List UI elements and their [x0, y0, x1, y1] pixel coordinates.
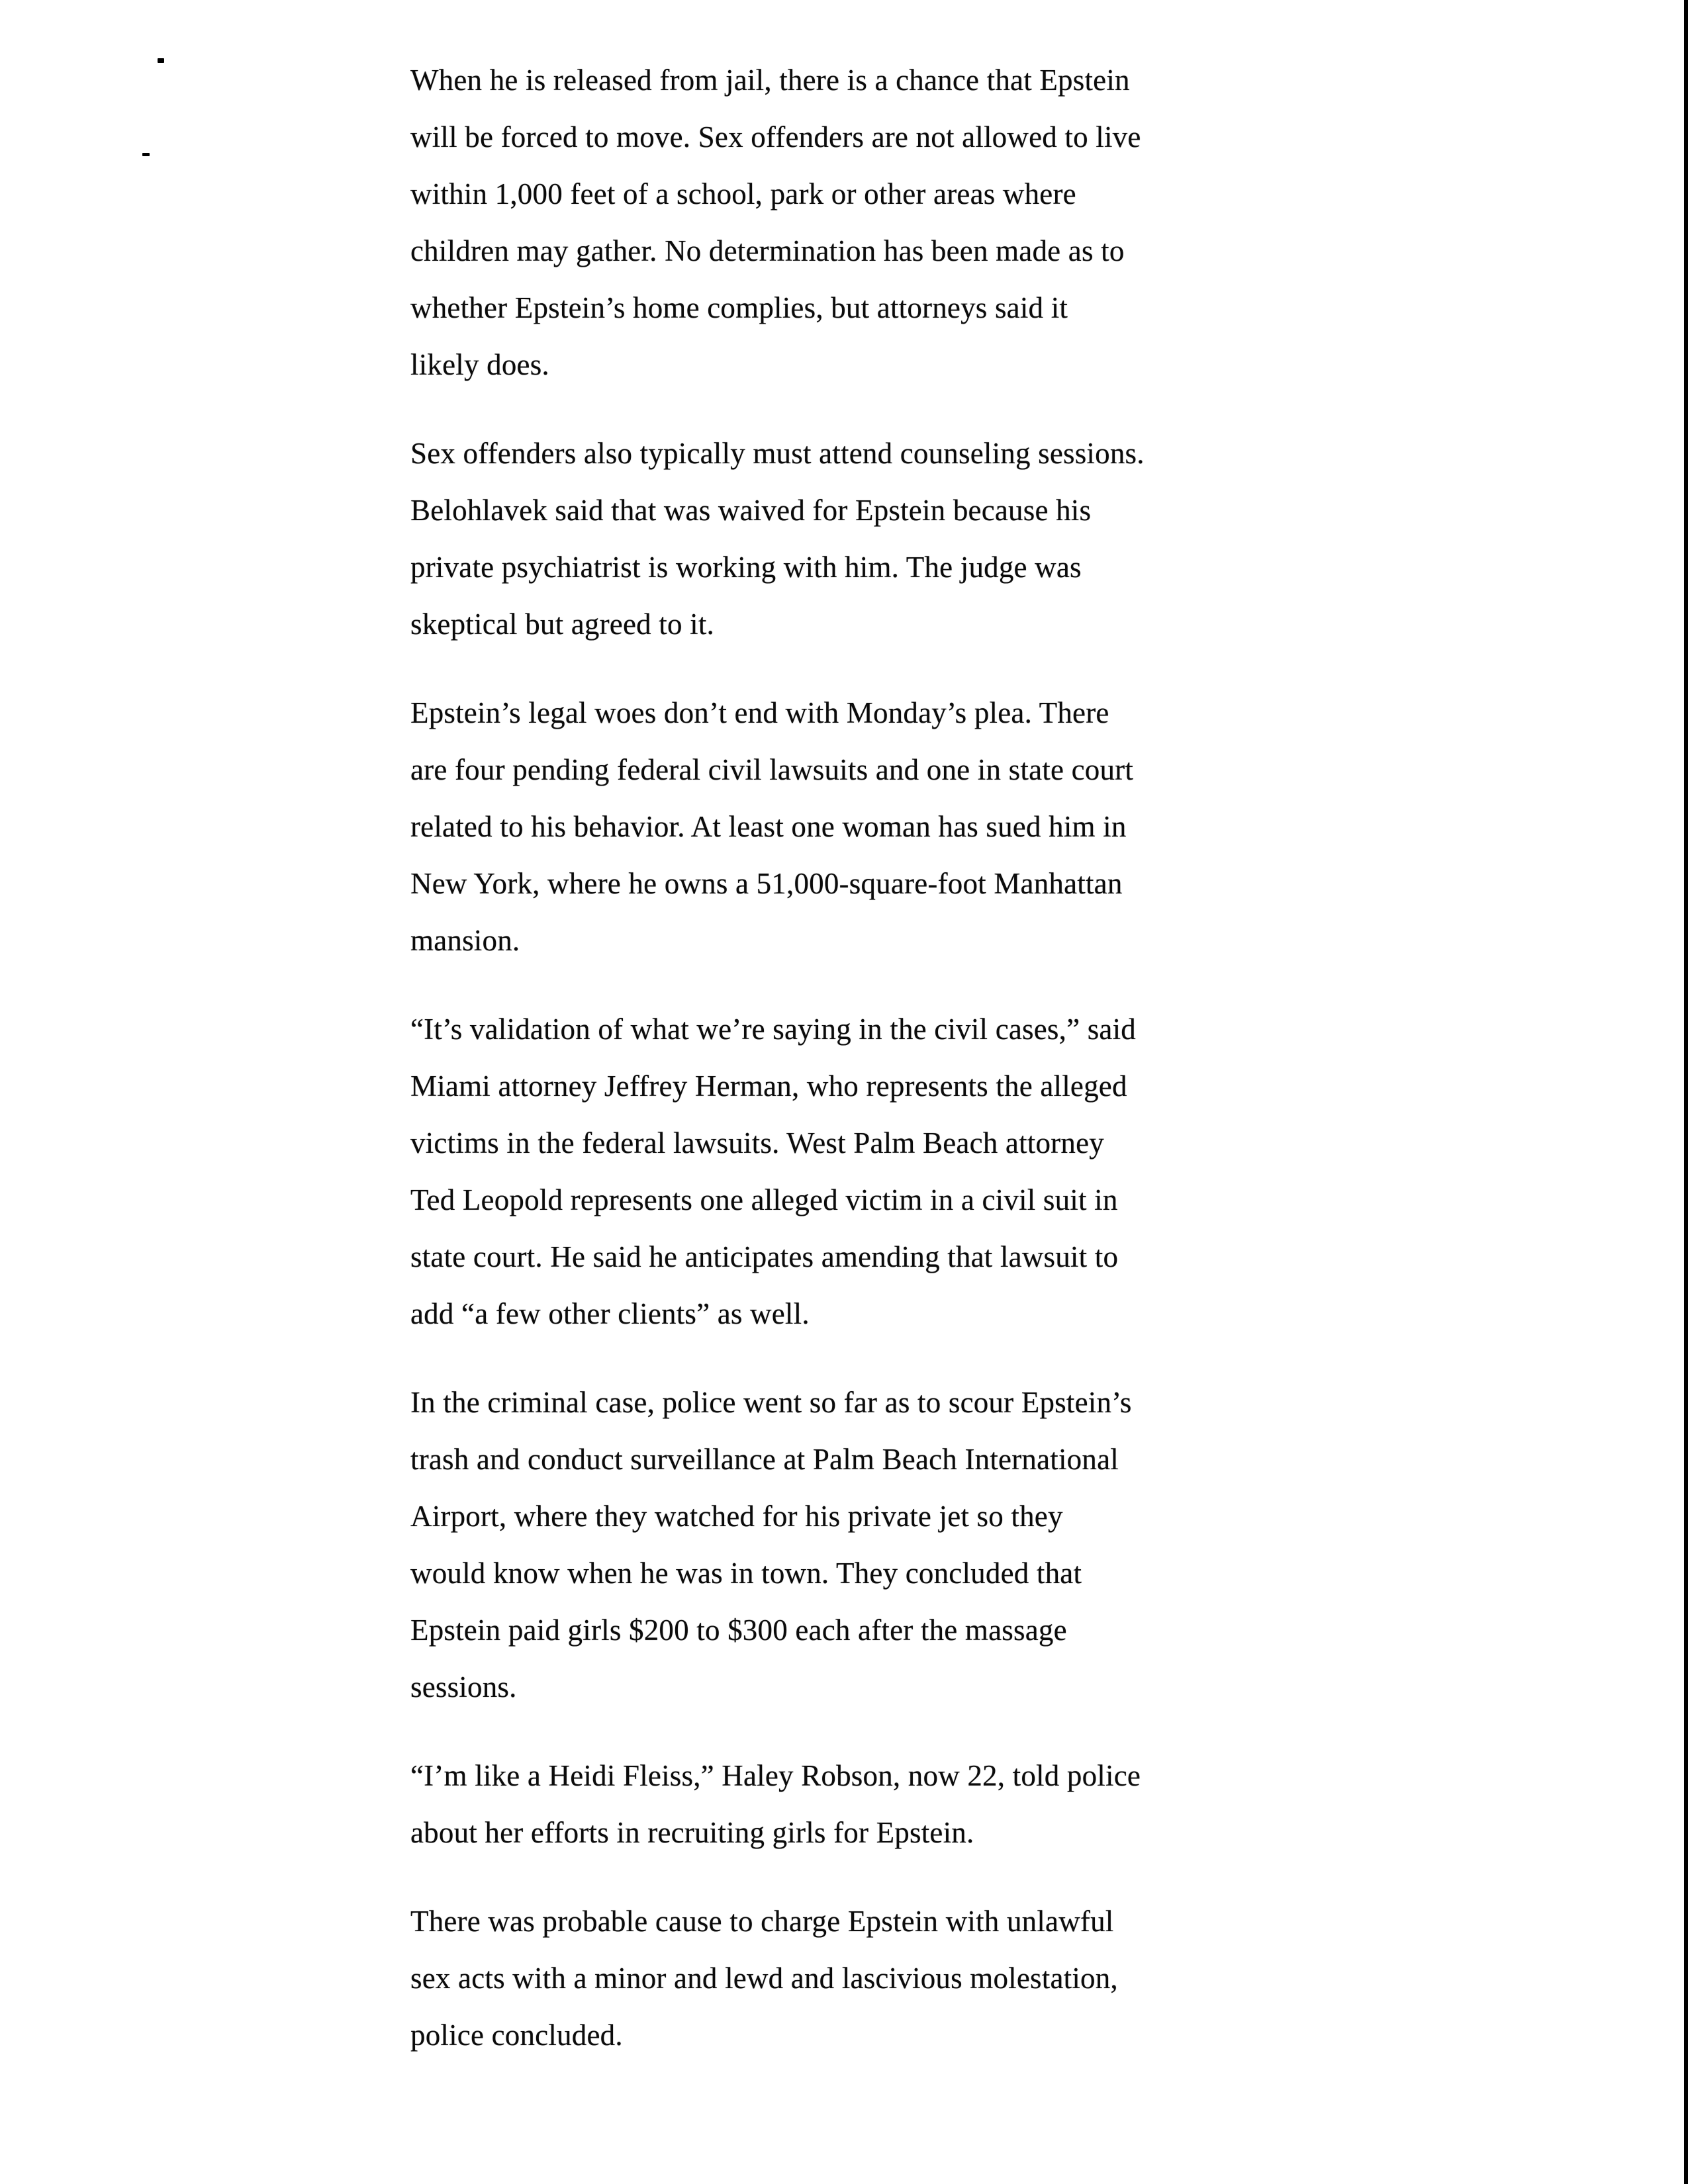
text-line: Epstein paid girls $200 to $300 each after the massage [410, 1614, 1067, 1647]
text-line: would know when he was in town. They concluded that [410, 1557, 1082, 1590]
text-line: add “a few other clients” as well. [410, 1297, 810, 1330]
text-line: mansion. [410, 924, 520, 957]
text-line: private psychiatrist is working with him. The judge was [410, 551, 1082, 584]
text-line: victims in the federal lawsuits. West Palm Beach attorney [410, 1126, 1104, 1160]
text-line: sex acts with a minor and lewd and lascivious molestation, [410, 1962, 1118, 1995]
text-line: “I’m like a Heidi Fleiss,” Haley Robson, now 22, told police [410, 1759, 1141, 1792]
text-line: There was probable cause to charge Epstein with unlawful [410, 1905, 1114, 1938]
text-line: sessions. [410, 1670, 517, 1704]
text-line: Belohlavek said that was waived for Epstein because his [410, 494, 1092, 527]
paragraph-5 [410, 1374, 1291, 1715]
text-line: whether Epstein’s home complies, but attorneys said it [410, 291, 1068, 324]
text-line: police concluded. [410, 2019, 623, 2052]
scan-speck [158, 58, 164, 63]
paragraph-6 [410, 1747, 1291, 1861]
text-line: will be forced to move. Sex offenders are not allowed to live [410, 120, 1141, 154]
text-line: related to his behavior. At least one woman has sued him in [410, 810, 1127, 843]
text-line: In the criminal case, police went so far as to scour Epstein’s [410, 1386, 1132, 1419]
text-line: state court. He said he anticipates amending that lawsuit to [410, 1240, 1119, 1273]
text-line: children may gather. No determination has been made as to [410, 234, 1125, 267]
text-line: trash and conduct surveillance at Palm Beach International [410, 1443, 1119, 1476]
text-line: Epstein’s legal woes don’t end with Monday’s plea. There [410, 696, 1109, 729]
paragraph-3 [410, 684, 1291, 969]
text-line: Airport, where they watched for his private jet so they [410, 1500, 1063, 1533]
text-line: Sex offenders also typically must attend counseling sessions. [410, 437, 1145, 470]
article-text-column [410, 52, 1291, 2064]
text-line: likely does. [410, 348, 549, 381]
text-line: about her efforts in recruiting girls for Epstein. [410, 1816, 974, 1849]
text-line: “It’s validation of what we’re saying in the civil cases,” said [410, 1013, 1137, 1046]
paragraph-4 [410, 1001, 1291, 1342]
paragraph-1 [410, 52, 1291, 393]
paragraph-2 [410, 425, 1291, 653]
text-line: are four pending federal civil lawsuits and one in state court [410, 753, 1134, 786]
text-line: New York, where he owns a 51,000-square-foot Manhattan [410, 867, 1123, 900]
text-line: When he is released from jail, there is a chance that Epstein [410, 64, 1130, 97]
paragraph-7 [410, 1893, 1291, 2064]
text-line: within 1,000 feet of a school, park or other areas where [410, 177, 1076, 210]
text-line: Ted Leopold represents one alleged victim in a civil suit in [410, 1183, 1118, 1216]
scan-speck [142, 153, 150, 156]
scan-edge-bar [1684, 0, 1688, 2184]
text-line: skeptical but agreed to it. [410, 608, 715, 641]
text-line: Miami attorney Jeffrey Herman, who represents the alleged [410, 1069, 1127, 1103]
